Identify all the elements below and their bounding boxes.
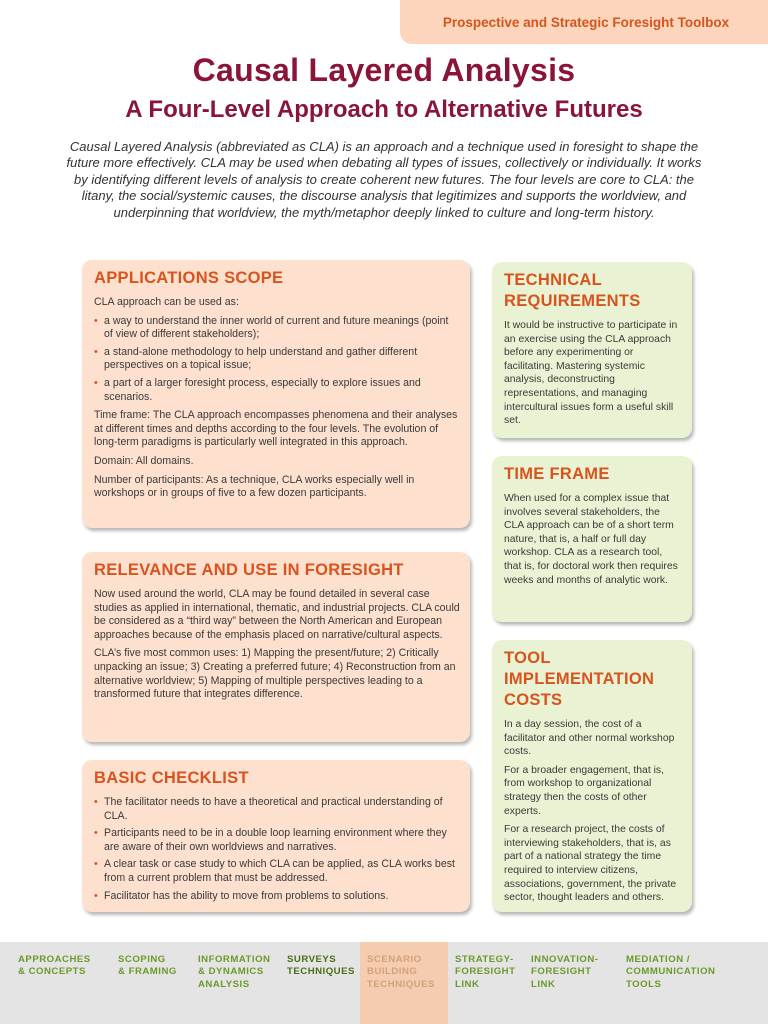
nav-information-dynamics[interactable]: INFORMATION & DYNAMICS ANALYSIS xyxy=(198,954,271,990)
nav-approaches-concepts[interactable]: APPROACHES & CONCEPTS xyxy=(18,954,91,978)
page-subtitle: A Four-Level Approach to Alternative Futures xyxy=(125,96,643,123)
time-frame-card xyxy=(492,456,692,622)
nav-innovation-foresight[interactable]: INNOVATION- FORESIGHT LINK xyxy=(531,954,599,990)
technical-paragraph: It would be instructive to participate in an exercise using the CLA approach before any experimenting or facilitating. Mastering systemic analysis, deconstructing representations, and managing intercultural issues form a useful skill set. xyxy=(504,320,678,427)
list-item: • Facilitator has the ability to move from problems to solutions. xyxy=(94,890,460,904)
nav-strategy-foresight[interactable]: STRATEGY- FORESIGHT LINK xyxy=(455,954,516,990)
costs-paragraph-3: For a research project, the costs of interviewing stakeholders, that is, as part of a national strategy the time required to interview citizens, associations, government, the private sector, thought leaders and others. xyxy=(504,824,677,904)
applications-scope-card xyxy=(82,260,470,528)
nav-scenario-building[interactable]: SCENARIO BUILDING TECHNIQUES xyxy=(367,954,435,990)
technical-requirements-heading: TECHNICAL REQUIREMENTS xyxy=(504,271,641,310)
relevance-card xyxy=(82,552,470,742)
list-item: • a part of a larger foresight process, especially to explore issues and scenarios. xyxy=(94,377,460,404)
applications-scope-heading: APPLICATIONS SCOPE xyxy=(94,269,284,287)
relevance-paragraph-2: CLA’s five most common uses: 1) Mapping the present/future; 2) Critically unpacking an issue; 3) Creating a preferred future; 4) Reconstruction from an alternative worldview; 5) Mapping of multiple perspectives leading to a transformed future that integrates difference. xyxy=(94,647,456,701)
implementation-costs-heading: TOOL IMPLEMENTATION COSTS xyxy=(504,649,655,709)
applications-lead: CLA approach can be used as: xyxy=(94,296,239,308)
technical-requirements-card xyxy=(492,262,692,438)
list-item: • A clear task or case study to which CLA can be applied, as CLA works best from a current problem that must be addressed. xyxy=(94,858,460,885)
costs-paragraph-2: For a broader engagement, that is, from workshop to organizational strategy then the costs of other experts. xyxy=(504,764,664,817)
time-frame-heading: TIME FRAME xyxy=(504,465,610,483)
toolbox-tab: Prospective and Strategic Foresight Toolbox xyxy=(400,0,768,44)
time-frame-paragraph: When used for a complex issue that involves several stakeholders, the CLA approach can be of a short term nature, that is, a half or full day workshop. CLA as a research tool, that is, for doctoral work then requires weeks and months of analytic work. xyxy=(504,493,678,586)
applications-domain: Domain: All domains. xyxy=(94,454,194,467)
list-item: • a stand-alone methodology to help understand and gather different perspectives on a topical issue; xyxy=(94,346,460,373)
implementation-costs-card xyxy=(492,640,692,912)
applications-time-frame: Time frame: The CLA approach encompasses phenomena and their analyses at different times and depths according to the four levels. The evolution of long-term paradigms is particularly well integrated in this approach. xyxy=(94,409,458,449)
costs-paragraph-1: In a day session, the cost of a facilitator and other normal workshop costs. xyxy=(504,719,675,758)
intro-text: Causal Layered Analysis (abbreviated as CLA) is an approach and a technique used in foresight to shape the future more effectively. CLA may be used when debating all types of issues, collectively or individually. It works by identifying different levels of analysis to create coherent new futures. The four levels are core to CLA: the litany, the social/systemic causes, the discourse analysis that legitimizes and supports the worldview, and underpinning that worldview, the myth/metaphor deeply linked to culture and long-term history. xyxy=(66,139,702,220)
toolbox-navigation xyxy=(0,942,768,1024)
relevance-heading: RELEVANCE AND USE IN FORESIGHT xyxy=(94,561,404,579)
applications-list xyxy=(94,315,460,405)
basic-checklist-heading: BASIC CHECKLIST xyxy=(94,769,249,787)
page-title: Causal Layered Analysis xyxy=(192,52,576,88)
nav-scoping-framing[interactable]: SCOPING & FRAMING xyxy=(118,954,177,978)
list-item: • a way to understand the inner world of current and future meanings (point of view of different stakeholders); xyxy=(94,315,460,342)
nav-surveys-techniques[interactable]: SURVEYS TECHNIQUES xyxy=(287,954,355,978)
nav-mediation-communication[interactable]: MEDIATION / COMMUNICATION TOOLS xyxy=(626,954,716,990)
applications-participants: Number of participants: As a technique, CLA works especially well in workshops or in groups of five to a few dozen participants. xyxy=(94,473,415,500)
list-item: • The facilitator needs to have a theoretical and practical understanding of CLA. xyxy=(94,796,460,823)
list-item: • Participants need to be in a double loop learning environment where they are aware of their own worldviews and narratives. xyxy=(94,827,460,854)
checklist-list xyxy=(94,796,460,903)
basic-checklist-card xyxy=(82,760,470,912)
relevance-paragraph-1: Now used around the world, CLA may be found detailed in several case studies as applied in international, thematic, and industrial projects. CLA could be considered as a “third way” between the North American and European approaches because of the emphasis placed on narrative/cultural aspects. xyxy=(94,588,460,641)
